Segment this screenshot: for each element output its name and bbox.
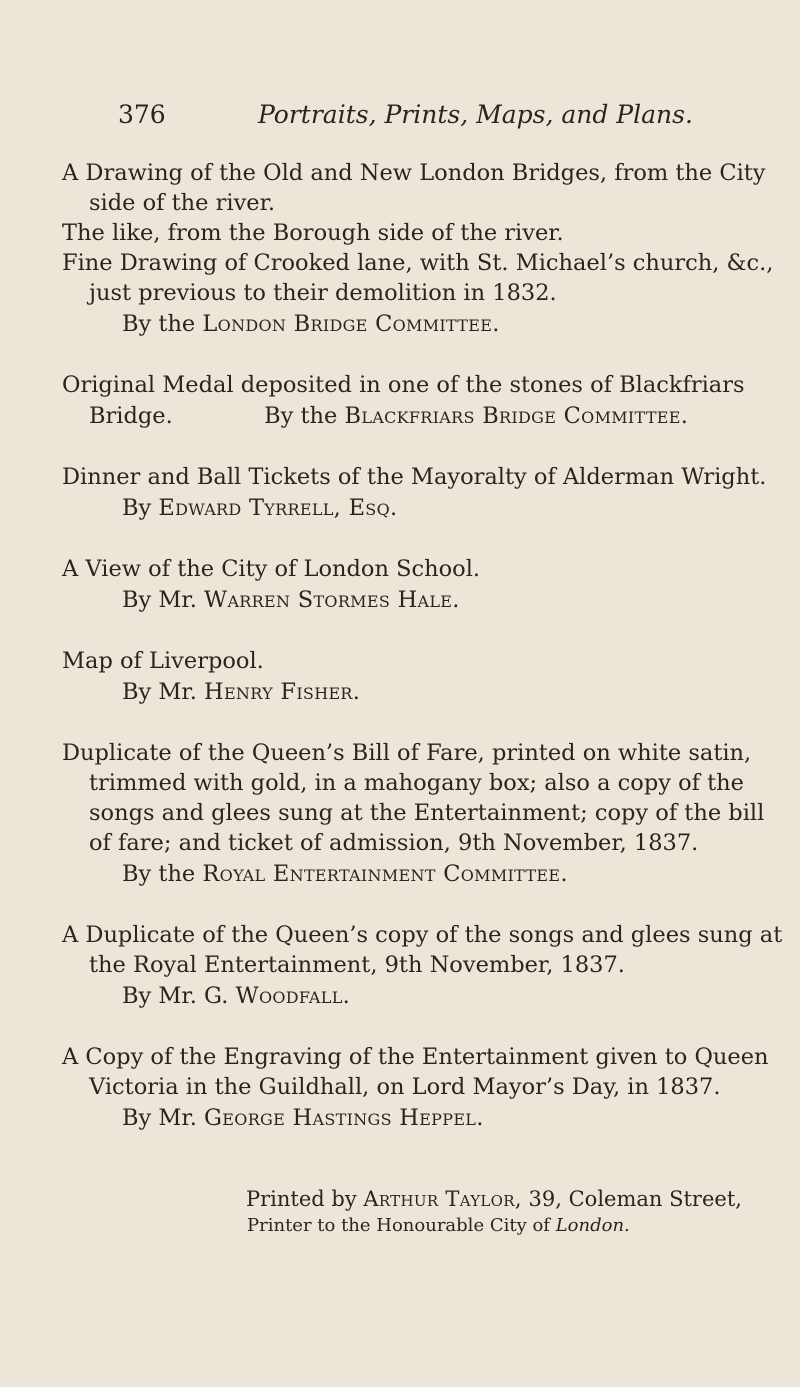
imprint-prefix: Printed by (246, 1187, 357, 1211)
donor-name: Blackfriars Bridge Committee. (344, 403, 689, 429)
entry-line: Bridge. (89, 403, 173, 429)
donation-entry (62, 462, 766, 524)
entry-line: Dinner and Ball Tickets of the Mayoralty of Alderman Wright. (62, 464, 767, 490)
donor-prefix: By the (264, 403, 338, 429)
donation-entry (62, 158, 774, 340)
donor-name: Royal Entertainment Committee. (202, 861, 568, 887)
donor-prefix: By the (122, 861, 196, 887)
donation-entry (62, 646, 766, 708)
entry-line: trimmed with gold, in a mahogany box; also a copy of the (89, 770, 744, 796)
donor-line (62, 584, 766, 616)
donor-prefix: By Mr. (122, 587, 197, 613)
donation-entry (62, 554, 766, 616)
entry-line: the Royal Entertainment, 9th November, 1837. (89, 952, 625, 978)
donation-entry (62, 920, 783, 1012)
entry-line: Map of Liverpool. (62, 648, 264, 674)
imprint-place: London. (555, 1215, 630, 1236)
donor-prefix: By Mr. G. (122, 983, 229, 1009)
donation-entry (62, 1042, 769, 1134)
imprint-line-2 (150, 1213, 760, 1239)
entry-line: Duplicate of the Queen’s Bill of Fare, printed on white satin, (62, 740, 752, 766)
entry-line: A Duplicate of the Queen’s copy of the songs and glees sung at (62, 922, 783, 948)
donor-line (62, 308, 766, 340)
donor-line (234, 403, 688, 429)
entry-line: A Copy of the Engraving of the Entertainment given to Queen (62, 1044, 769, 1070)
donor-name: Woodfall. (235, 983, 351, 1009)
entry-line: A View of the City of London School. (62, 556, 481, 582)
page-number: 376 (118, 100, 166, 129)
imprint-role: Printer to the Honourable City of (247, 1215, 550, 1236)
entry-line: side of the river. (89, 190, 276, 216)
donation-list (30, 158, 783, 1164)
entry-line: The like, from the Borough side of the river. (62, 220, 564, 246)
donor-prefix: By Mr. (122, 1105, 197, 1131)
donor-name: Warren Stormes Hale. (204, 587, 460, 613)
donor-line (62, 676, 766, 708)
donor-prefix: By the (122, 311, 196, 337)
entry-line: songs and glees sung at the Entertainment; copy of the bill (89, 800, 765, 826)
donor-name: George Hastings Heppel. (204, 1105, 484, 1131)
entry-line: just previous to their demolition in 1832. (89, 280, 557, 306)
donor-line (62, 1102, 766, 1134)
donation-entry (62, 738, 766, 890)
entry-line-with-donor (62, 400, 766, 432)
donor-name: Edward Tyrrell, Esq. (158, 495, 398, 521)
printer-address: 39, Coleman Street, (528, 1187, 742, 1211)
printer-name: Arthur Taylor, (363, 1187, 522, 1211)
donor-name: London Bridge Committee. (202, 311, 500, 337)
donor-line (62, 492, 766, 524)
donor-line (62, 980, 766, 1012)
donor-prefix: By (122, 495, 152, 521)
donor-name: Henry Fisher. (204, 679, 361, 705)
page-header (118, 100, 760, 140)
donor-prefix: By Mr. (122, 679, 197, 705)
entry-line: Fine Drawing of Crooked lane, with St. Michael’s church, &c., (62, 250, 774, 276)
donation-entry (62, 370, 766, 432)
entry-line: Original Medal deposited in one of the stones of Blackfriars (62, 372, 745, 398)
entry-line: A Drawing of the Old and New London Bridges, from the City (62, 160, 766, 186)
donor-line (62, 858, 766, 890)
imprint-line-1 (150, 1185, 760, 1213)
entry-line: Victoria in the Guildhall, on Lord Mayor’s Day, in 1837. (89, 1074, 721, 1100)
entry-line: of fare; and ticket of admission, 9th November, 1837. (89, 830, 699, 856)
running-head: Portraits, Prints, Maps, and Plans. (258, 100, 693, 129)
printer-imprint (150, 1185, 760, 1239)
